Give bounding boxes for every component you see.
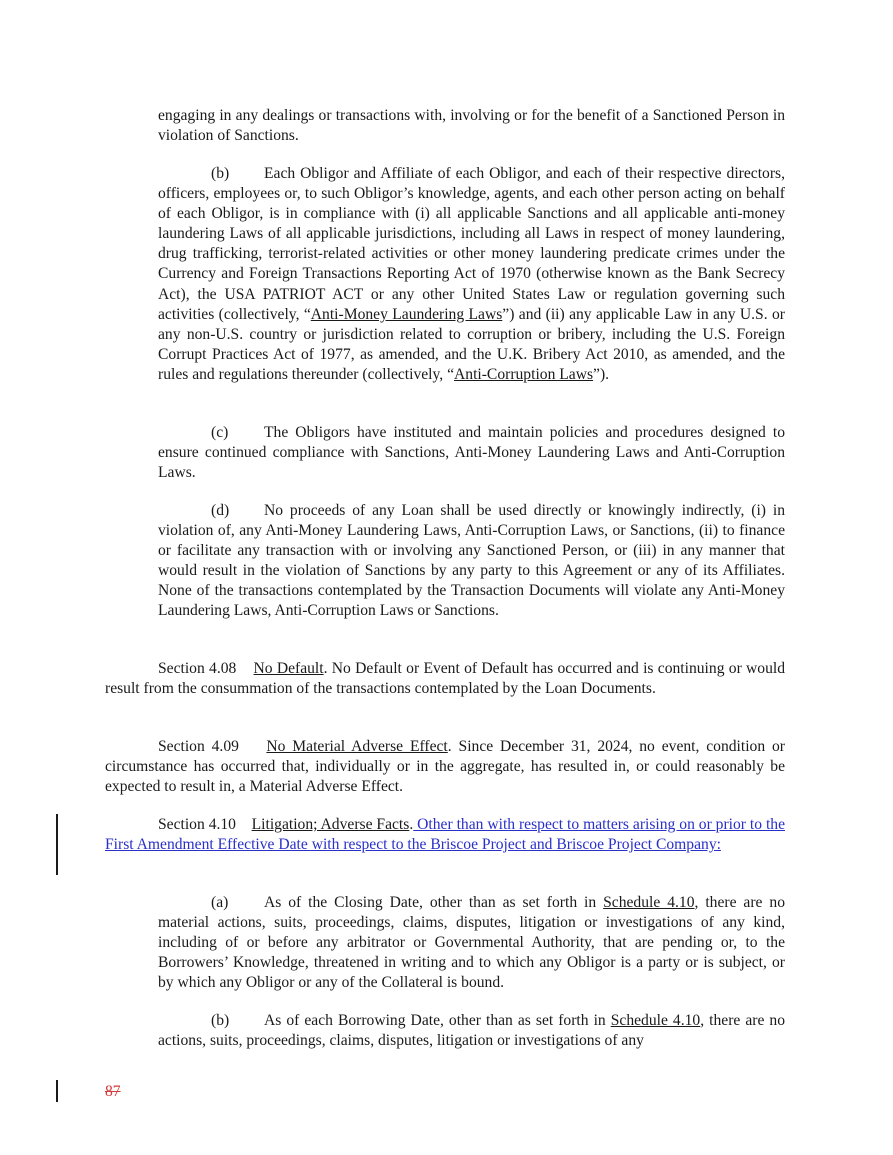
change-bar xyxy=(56,1080,58,1102)
paragraph-4-10-a: (a) As of the Closing Date, other than as set forth in Schedule 4.10, there are no material actions, suits, proceedings, claims, disputes, litigation or investigations of any kind, including of or before any arbitrator or Governmental Authority, that are pending or, to the Borrowers’ Knowledge, threatened in writing and to which any Obligor is a party or is subject, or by which any Obligor or any of the Collateral is bound. xyxy=(158,894,785,992)
paragraph-d: (d) No proceeds of any Loan shall be used directly or knowingly indirectly, (i) in violation of, any Anti-Money Laundering Laws, Anti-Corruption Laws, or Sanctions, (ii) to finance or facilitate any transaction with or involving any Sanctioned Person, or (iii) in any manner that would result in the violation of Sanctions by any party to this Agreement or any of its Affiliates. None of the transactions contemplated by the Transaction Documents will violate any Anti-Money Laundering Laws, Anti-Corruption Laws or Sanctions. xyxy=(158,502,785,620)
section-4-09: Section 4.09 No Material Adverse Effect. Since December 31, 2024, no event, condition or circumstance has occurred that, individually or in the aggregate, has resulted in, or could reasonably be expected to result in, a Material Adverse Effect. xyxy=(105,738,786,796)
paragraph-label: (b) xyxy=(211,165,230,182)
paragraph-b: (b) Each Obligor and Affiliate of each Obligor, and each of their respective directors, officers, employees or, to such Obligor’s knowledge, agents, and each other person acting on behalf of each Obligor, is in compliance with (i) all applicable Sanctions and all applicable anti-money laundering Laws of all applicable jurisdictions, including all Laws in respect of money laundering, drug trafficking, terrorist-related activities or other money laundering predicate crimes under the Currency and Foreign Transactions Reporting Act of 1970 (otherwise known as the Bank Secrecy Act), the USA PATRIOT ACT or any other United States Law or regulation governing such activities (collectively, “Anti-Money Laundering Laws”) and (ii) any applicable Law in any U.S. or any non-U.S. country or jurisdiction related to corruption or bribery, including the U.S. Foreign Corrupt Practices Act of 1977, as amended, and the U.K. Bribery Act 2010, as amended, and the rules and regulations thereunder (collectively, “Anti-Corruption Laws”). xyxy=(158,165,785,383)
paragraph-label: (d) xyxy=(211,502,230,519)
section-number: Section 4.08 xyxy=(158,660,237,677)
change-bar xyxy=(56,814,58,875)
section-number: Section 4.10 xyxy=(158,816,236,833)
paragraph-continued: engaging in any dealings or transactions with, involving or for the benefit of a Sanctioned Person in violation of Sanctions. xyxy=(158,107,785,145)
section-heading: No Default xyxy=(253,660,324,677)
section-4-10: Section 4.10 Litigation; Adverse Facts. Other than with respect to matters arising on or prior to the First Amendment Effective Date with respect to the Briscoe Project and Briscoe Project Company: xyxy=(105,816,786,854)
page-number: 87 xyxy=(105,1083,121,1100)
paragraph-label: (a) xyxy=(211,894,229,911)
schedule-reference: Schedule 4.10 xyxy=(603,894,695,911)
section-heading: No Material Adverse Effect xyxy=(266,738,448,755)
section-number: Section 4.09 xyxy=(158,738,239,755)
section-4-08: Section 4.08 No Default. No Default or Event of Default has occurred and is continuing or would result from the consummation of the transactions contemplated by the Loan Documents. xyxy=(105,660,786,698)
defined-term: Anti-Corruption Laws xyxy=(454,365,594,383)
defined-term: Anti-Money Laundering Laws xyxy=(310,305,503,323)
section-heading: Litigation; Adverse Facts xyxy=(251,816,410,833)
paragraph-4-10-b: (b) As of each Borrowing Date, other than as set forth in Schedule 4.10, there are no actions, suits, proceedings, claims, disputes, litigation or investigations of any xyxy=(158,1012,785,1050)
inserted-text: Other than with respect to matters arising on or prior to the First Amendment Effective Date with respect to the Briscoe Project and Briscoe Project Company: xyxy=(105,816,786,854)
paragraph-label: (c) xyxy=(211,424,229,441)
paragraph-c: (c) The Obligors have instituted and maintain policies and procedures designed to ensure continued compliance with Sanctions, Anti-Money Laundering Laws and Anti-Corruption Laws. xyxy=(158,424,785,482)
paragraph-label: (b) xyxy=(211,1012,230,1029)
schedule-reference: Schedule 4.10 xyxy=(610,1012,701,1029)
